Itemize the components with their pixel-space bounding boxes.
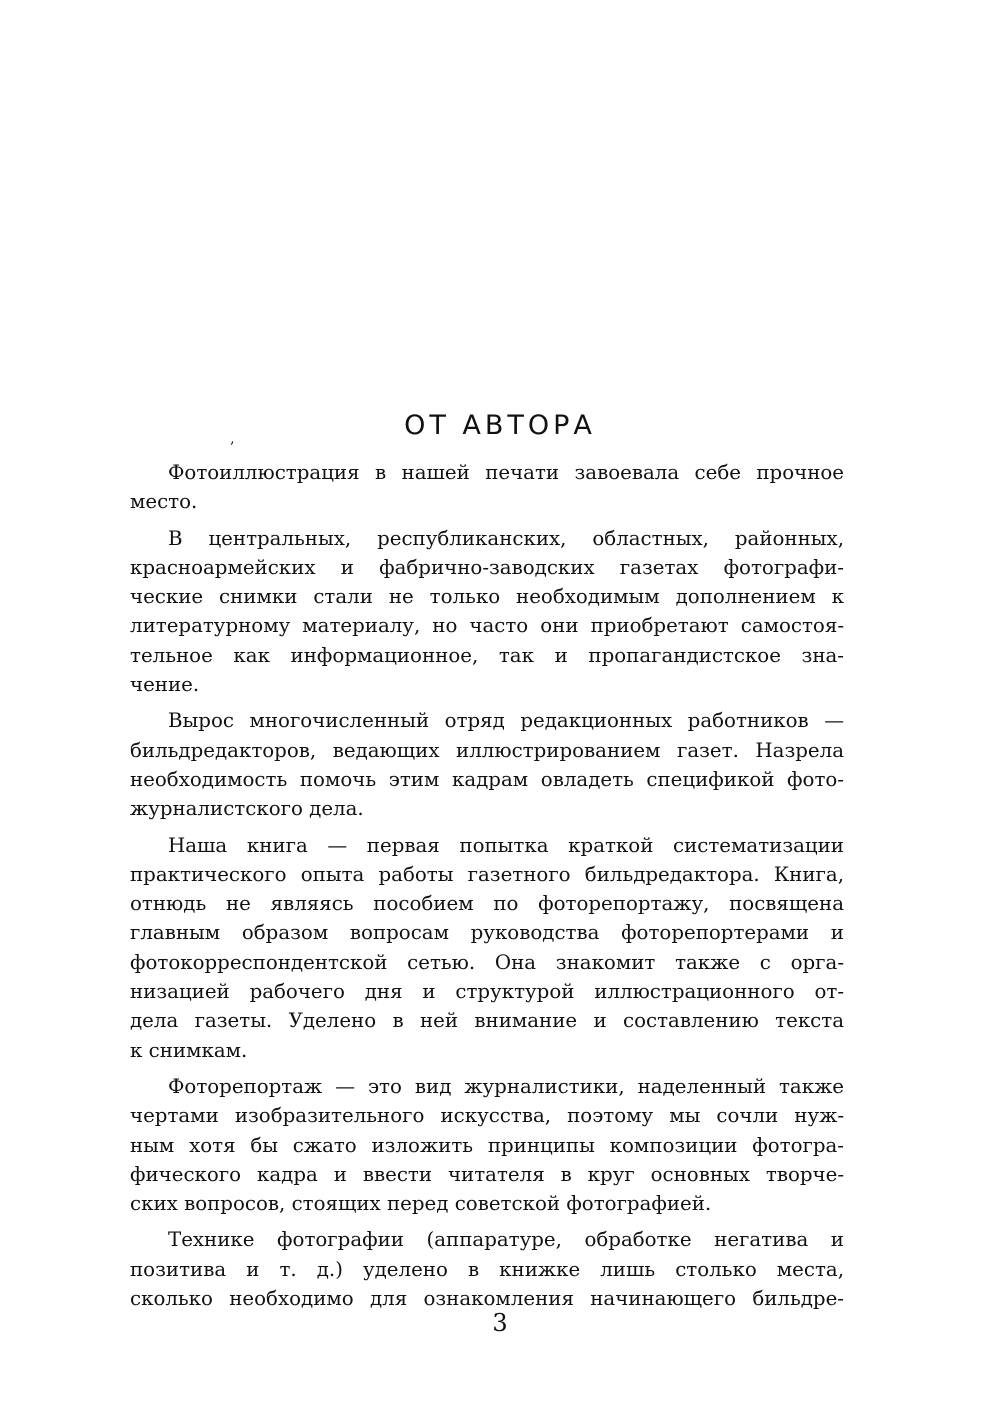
text-line: отнюдь не являясь пособием по фоторепортажу, посвящена xyxy=(130,892,844,916)
text-line: позитива и т. д.) уделено в книжке лишь столько места, xyxy=(130,1257,844,1281)
text-line: Технике фотографии (аппаратуре, обработке негатива и xyxy=(168,1228,844,1252)
paragraph xyxy=(130,1072,844,1218)
text-line: необходимость помочь этим кадрам овладеть спецификой фото- xyxy=(130,767,844,791)
text-line: практического опыта работы газетного бильдредактора. Книга, xyxy=(130,862,844,886)
text-line: главным образом вопросам руководства фоторепортерами и xyxy=(130,921,844,945)
page-title: ОТ АВТОРА xyxy=(404,410,596,441)
text-line: Наша книга — первая попытка краткой систематизации xyxy=(168,833,844,857)
page-number: 3 xyxy=(492,1309,508,1337)
text-line: В центральных, республиканских, областных, районных, xyxy=(168,526,844,550)
text-line: ным хотя бы сжато изложить принципы композиции фотогра- xyxy=(130,1133,844,1157)
text-line: журналистского дела. xyxy=(130,797,364,821)
text-line: литературному материалу, но часто они приобретают самостоя- xyxy=(130,614,844,638)
text-line: бильдредакторов, ведающих иллюстрированием газет. Назрела xyxy=(130,738,844,762)
paragraph xyxy=(130,524,844,700)
text-line: к снимкам. xyxy=(130,1038,248,1062)
text-line: ческие снимки стали не только необходимым дополнением к xyxy=(130,585,844,609)
text-line: чение. xyxy=(130,673,200,697)
text-line: сколько необходимо для ознакомления начинающего бильдре- xyxy=(130,1287,844,1311)
text-line: Вырос многочисленный отряд редакционных работников — xyxy=(168,709,844,733)
text-line: Фоторепортаж — это вид журналистики, наделенный также xyxy=(168,1074,844,1098)
text-line: тельное как информационное, так и пропагандистское зна- xyxy=(130,643,844,667)
paragraph xyxy=(130,1225,844,1313)
text-line: дела газеты. Уделено в ней внимание и составлению текста xyxy=(130,1009,844,1033)
text-line: красноармейских и фабрично-заводских газетах фотографи- xyxy=(130,555,844,579)
text-line: ских вопросов, стоящих перед советской фотографией. xyxy=(130,1192,712,1216)
text-line: место. xyxy=(130,490,198,514)
print-mark: ‚ xyxy=(230,431,235,447)
paragraph xyxy=(130,458,844,517)
text-line: Фотоиллюстрация в нашей печати завоевала себе прочное xyxy=(168,461,844,484)
text-line: чертами изобразительного искусства, поэтому мы сочли нуж- xyxy=(130,1104,844,1128)
paragraph xyxy=(130,706,844,823)
text-line: фического кадра и ввести читателя в круг основных творче- xyxy=(130,1162,844,1186)
text-line: низацией рабочего дня и структурой иллюстрационного от- xyxy=(130,980,844,1004)
paragraph xyxy=(130,831,844,1065)
body-text xyxy=(130,458,844,1320)
text-line: фотокорреспондентской сетью. Она знакомит также с орга- xyxy=(130,950,844,974)
